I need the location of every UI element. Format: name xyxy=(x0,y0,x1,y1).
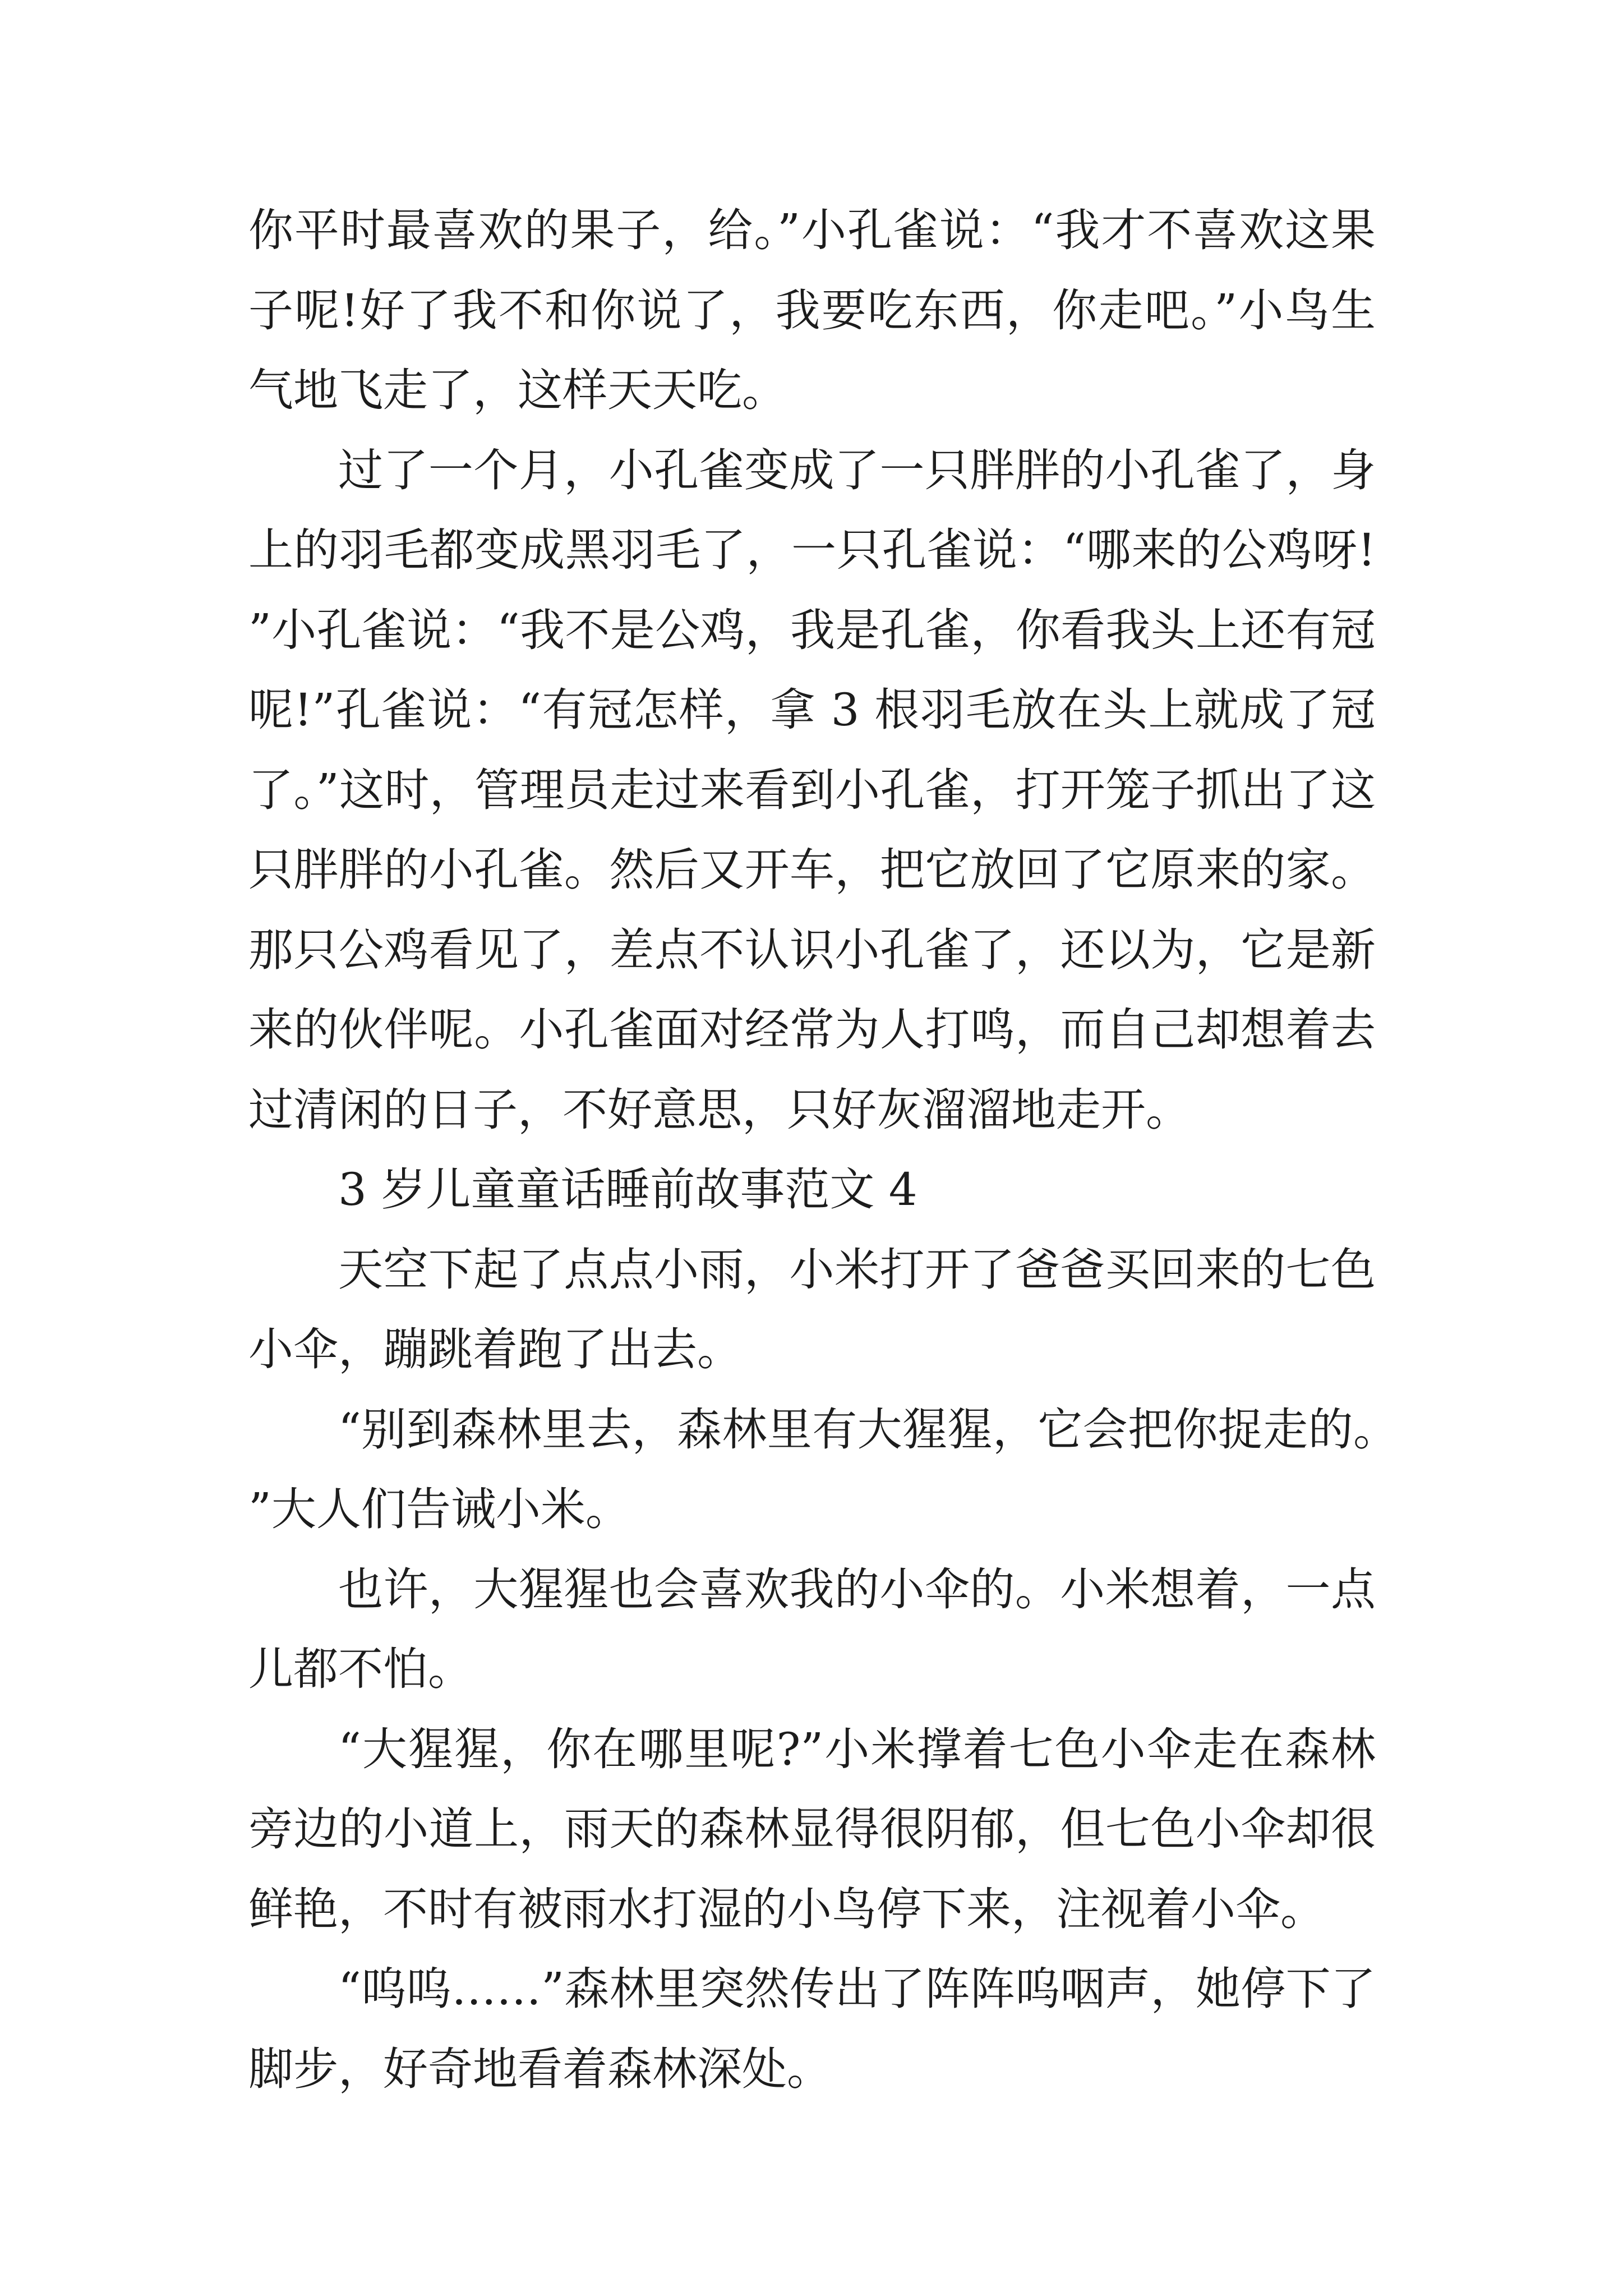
paragraph: “别到森林里去，森林里有大猩猩，它会把你捉走的。”大人们告诫小米。 xyxy=(248,1403,1376,1535)
paragraph: 也许，大猩猩也会喜欢我的小伞的。小米想着，一点儿都不怕。 xyxy=(248,1563,1376,1695)
section-heading: 3 岁儿童童话睡前故事范文 4 xyxy=(338,1163,917,1216)
document-body xyxy=(248,191,1376,2109)
paragraph-continuation: 你平时最喜欢的果子，给。”小孔雀说：“我才不喜欢这果子呢!好了我不和你说了，我要吃东西，你走吧。”小鸟生气地飞走了，这样天天吃。 xyxy=(248,204,1376,416)
paragraph: 过了一个月，小孔雀变成了一只胖胖的小孔雀了，身上的羽毛都变成黑羽毛了，一只孔雀说：“哪来的公鸡呀!”小孔雀说：“我不是公鸡，我是孔雀，你看我头上还有冠呢!”孔雀说：“有冠怎样，拿 3 根羽毛放在头上就成了冠了。”这时，管理员走过来看到小孔雀，打开笼子抓出了这只胖胖的小孔雀。然后又开车，把它放回了它原来的家。那只公鸡看见了，差点不认识小孔雀了，还以为，它是新来的伙伴呢。小孔雀面对经常为人打鸣，而自己却想着去过清闲的日子，不好意思，只好灰溜溜地走开。 xyxy=(248,444,1376,1136)
paragraph: “呜呜……”森林里突然传出了阵阵呜咽声，她停下了脚步，好奇地看着森林深处。 xyxy=(248,1963,1376,2095)
paragraph: “大猩猩，你在哪里呢?”小米撑着七色小伞走在森林旁边的小道上，雨天的森林显得很阴郁，但七色小伞却很鲜艳，不时有被雨水打湿的小鸟停下来，注视着小伞。 xyxy=(248,1723,1376,1935)
paragraph: 天空下起了点点小雨，小米打开了爸爸买回来的七色小伞，蹦跳着跑了出去。 xyxy=(248,1243,1376,1375)
